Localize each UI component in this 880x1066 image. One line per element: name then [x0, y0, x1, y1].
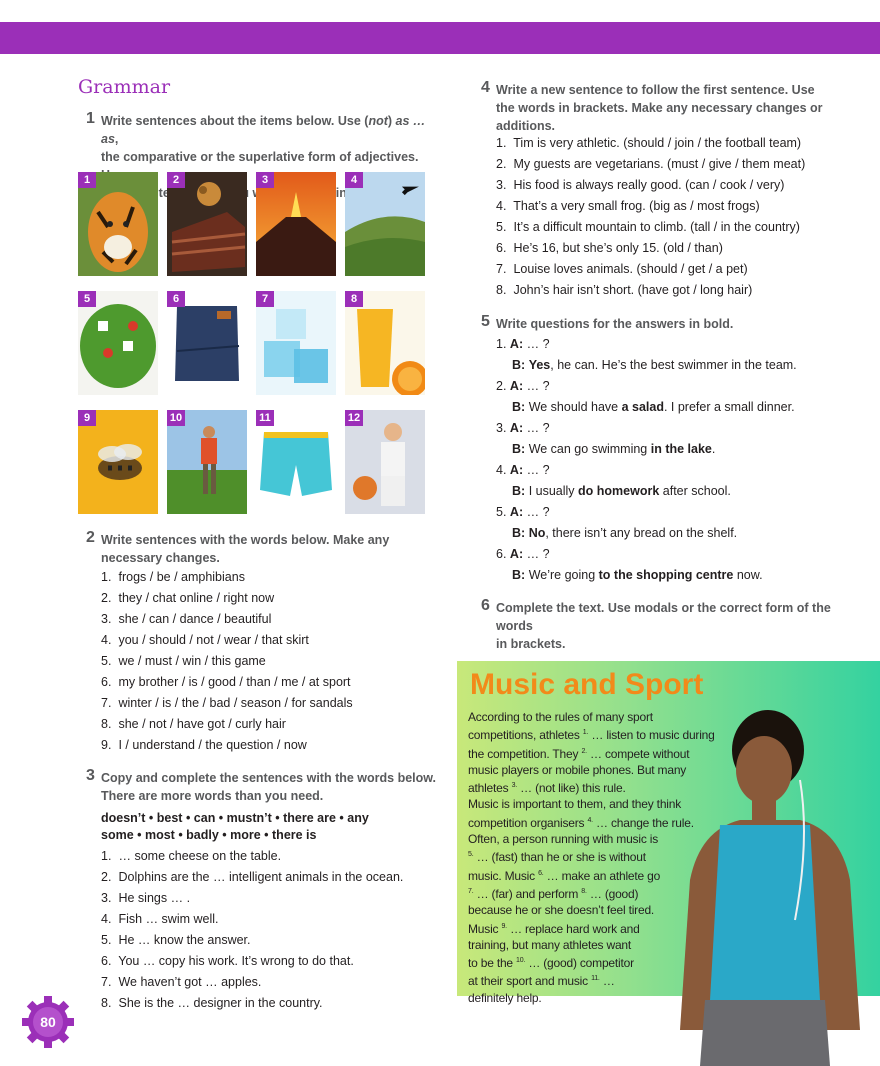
exercise-4-list: [496, 133, 805, 301]
top-color-bar: [0, 22, 880, 54]
article-line: to be the $^{10.}$ … (good) competitor: [468, 956, 634, 971]
article-line: According to the rules of many sport: [468, 710, 653, 724]
article-line: Music is important to them, and they think: [468, 797, 682, 812]
list-item: 1. A: … ? B: Yes, he can. He’s the best swimmer in the team.: [496, 337, 797, 372]
list-item: 8. John’s hair isn’t short. (have got / long hair): [496, 283, 753, 297]
photo-tiger: [78, 172, 158, 276]
article-line: $^{5.}$ … (fast) than he or she is without: [468, 850, 646, 865]
exercise-4-instructions: Write a new sentence to follow the first sentence. Use the words in brackets. Make any necessary changes or additions.: [496, 83, 823, 133]
photo-badge: 4: [345, 172, 363, 188]
exercise-1-number: 1: [86, 110, 95, 127]
list-item: 6. He’s 16, but she’s only 15. (old / than): [496, 241, 723, 255]
photo-volcano: [256, 172, 336, 276]
exercise-2-instructions: Write sentences with the words below. Make any necessary changes.: [101, 533, 390, 565]
article-line: definitely help.: [468, 990, 542, 1005]
list-item: 5. It’s a difficult mountain to climb. (tall / in the country): [496, 220, 800, 234]
list-item: 2. they / chat online / right now: [101, 591, 275, 605]
page-number-badge: [22, 996, 74, 1048]
photo-badge: 3: [256, 172, 274, 188]
list-item: 2. My guests are vegetarians. (must / give / them meat): [496, 157, 806, 171]
article-line: because he or she doesn’t feel tired.: [468, 903, 655, 918]
photo-bee: [78, 410, 158, 514]
photo-badge: 7: [256, 291, 274, 307]
photo-badge: 6: [167, 291, 185, 307]
exercise-5-list: [496, 334, 797, 586]
list-item: 3. His food is always really good. (can / cook / very): [496, 178, 785, 192]
list-item: 2. A: … ? B: We should have a salad. I prefer a small dinner.: [496, 379, 795, 414]
photo-badge: 12: [345, 410, 363, 426]
article-line: competition organisers $^{4.}$ … change the rule.: [468, 815, 694, 830]
list-item: 7. Louise loves animals. (should / get / a pet): [496, 262, 748, 276]
list-item: 3. she / can / dance / beautiful: [101, 612, 272, 626]
photo-badge: 9: [78, 410, 96, 426]
list-item: 9. I / understand / the question / now: [101, 738, 307, 752]
photo-golfer: [167, 410, 247, 514]
article-line: music players or mobile phones. But many: [468, 762, 687, 777]
photo-jeans: [167, 291, 247, 395]
page-number: 80: [40, 1014, 56, 1030]
list-item: 8. She is the … designer in the country.: [101, 996, 323, 1010]
photo-basketball: [345, 410, 425, 514]
photo-badge: 1: [78, 172, 96, 188]
article-line: Music $^{9.}$ … replace hard work and: [468, 921, 640, 936]
photo-salad: [78, 291, 158, 395]
article-line: the competition. They $^{2.}$ … compete without: [468, 746, 690, 761]
exercise-6-number: 6: [481, 597, 490, 614]
list-item: 5. He … know the answer.: [101, 933, 251, 947]
list-item: 2. Dolphins are the … intelligent animals in the ocean.: [101, 870, 404, 884]
list-item: 6. A: … ? B: We’re going to the shopping centre now.: [496, 547, 763, 582]
article-line: athletes $^{3.}$ … (not like) this rule.: [468, 781, 626, 796]
photo-shorts: [256, 410, 336, 514]
list-item: 4. A: … ? B: I usually do homework after school.: [496, 463, 731, 498]
exercise-4-number: 4: [481, 79, 490, 96]
list-item: 4. Fish … swim well.: [101, 912, 219, 926]
list-item: 5. we / must / win / this game: [101, 654, 266, 668]
section-title: Grammar: [78, 76, 171, 98]
music-article: [468, 709, 733, 1006]
exercise-1-instructions: Write sentences about the items below. Use (not) as … as, the comparative or the superlative form of adjectives.: [101, 114, 426, 164]
list-item: 6. You … copy his work. It’s wrong to do that.: [101, 954, 354, 968]
list-item: 3. He sings … .: [101, 891, 191, 905]
exercise-3-list: [101, 846, 403, 1014]
exercise-5-instructions: Write questions for the answers in bold.: [496, 317, 734, 331]
exercise-3-number: 3: [86, 767, 95, 784]
exercise-3-word-box: doesn’t • best • can • mustn’t • there are • any some • most • badly • more • there is: [101, 811, 369, 842]
list-item: 8. she / not / have got / curly hair: [101, 717, 286, 731]
list-item: 1. frogs / be / amphibians: [101, 570, 245, 584]
article-line: training, but many athletes want: [468, 937, 632, 952]
exercise-6-instructions: Complete the text. Use modals or the correct form of the words in brackets.: [496, 601, 831, 651]
article-line: $^{7.}$ … (far) and perform $^{8.}$ … (good): [468, 886, 639, 901]
photo-badge: 5: [78, 291, 96, 307]
article-line: Often, a person running with music is: [468, 832, 659, 847]
list-item: 4. That’s a very small frog. (big as / most frogs): [496, 199, 760, 213]
exercise-3-instructions: Copy and complete the sentences with the words below. There are more words than you need.: [101, 771, 437, 803]
list-item: 7. winter / is / the / bad / season / for sandals: [101, 696, 353, 710]
exercise-2-number: 2: [86, 529, 95, 546]
photo-badge: 8: [345, 291, 363, 307]
photo-badge: 10: [167, 410, 185, 426]
list-item: 1. Tim is very athletic. (should / join / the football team): [496, 136, 802, 150]
article-line: music. Music $^{6.}$ … make an athlete go: [468, 868, 661, 883]
music-title: Music and Sport: [470, 668, 704, 701]
article-line: competitions, athletes $^{1.}$ … listen to music during: [468, 728, 715, 743]
exercise-2-list: [101, 567, 353, 756]
photo-cake: [167, 172, 247, 276]
photo-badge: 11: [256, 410, 274, 426]
photo-ice: [256, 291, 336, 395]
list-item: 3. A: … ? B: We can go swimming in the lake.: [496, 421, 716, 456]
exercise-5-number: 5: [481, 313, 490, 330]
article-line: at their sport and music $^{11.}$ …: [468, 974, 615, 989]
list-item: 6. my brother / is / good / than / me / at sport: [101, 675, 351, 689]
list-item: 4. you / should / not / wear / that skirt: [101, 633, 309, 647]
list-item: 5. A: … ? B: No, there isn’t any bread on the shelf.: [496, 505, 738, 540]
photo-hills: [345, 172, 425, 276]
list-item: 7. We haven’t got … apples.: [101, 975, 262, 989]
list-item: 1. … some cheese on the table.: [101, 849, 282, 863]
photo-orange-juice: [345, 291, 425, 395]
photo-badge: 2: [167, 172, 185, 188]
